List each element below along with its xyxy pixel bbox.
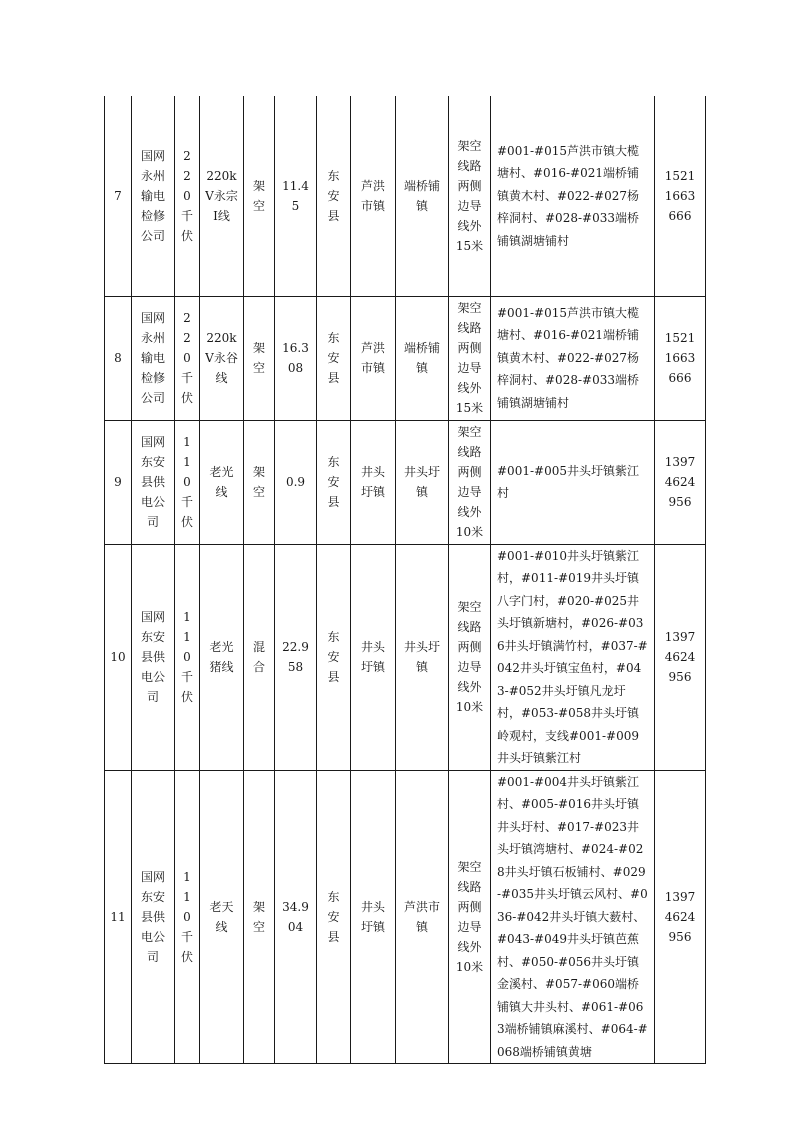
line-length-cell: 22.958 <box>275 544 317 770</box>
table-row <box>105 296 706 420</box>
end-town-cell: 端桥铺镇 <box>396 96 449 296</box>
line-length-cell: 34.904 <box>275 770 317 1064</box>
table-row <box>105 420 706 544</box>
voltage-cell: 220千伏 <box>175 96 200 296</box>
line-name-cell: 老光猪线 <box>200 544 244 770</box>
tower-area-cell: #001-#015芦洪市镇大榄塘村、#016-#021端桥铺镇黄木村、#022-#027杨梓洞村、#028-#033端桥铺镇湖塘铺村 <box>491 96 655 296</box>
row-number: 7 <box>105 96 132 296</box>
tower-area-cell: #001-#005井头圩镇紫江村 <box>491 420 655 544</box>
phone-cell: 13974624956 <box>655 420 706 544</box>
protection-zone-cell: 架空线路两侧边导线外15米 <box>449 96 491 296</box>
row-number: 8 <box>105 296 132 420</box>
line-type-cell: 架空 <box>244 420 275 544</box>
start-town-cell: 井头圩镇 <box>351 544 396 770</box>
line-type-cell: 架空 <box>244 96 275 296</box>
row-number: 11 <box>105 770 132 1064</box>
end-town-cell: 井头圩镇 <box>396 420 449 544</box>
protection-zone-cell: 架空线路两侧边导线外15米 <box>449 296 491 420</box>
start-town-cell: 井头圩镇 <box>351 420 396 544</box>
line-name-cell: 老天线 <box>200 770 244 1064</box>
company-cell: 国网永州输电检修公司 <box>132 96 175 296</box>
end-town-cell: 端桥铺镇 <box>396 296 449 420</box>
line-length-cell: 0.9 <box>275 420 317 544</box>
table-row <box>105 544 706 770</box>
company-cell: 国网永州输电检修公司 <box>132 296 175 420</box>
company-cell: 国网东安县供电公司 <box>132 770 175 1064</box>
county-cell: 东安县 <box>317 770 351 1064</box>
phone-cell: 15211663666 <box>655 296 706 420</box>
county-cell: 东安县 <box>317 420 351 544</box>
row-number: 9 <box>105 420 132 544</box>
line-type-cell: 架空 <box>244 296 275 420</box>
start-town-cell: 芦洪市镇 <box>351 296 396 420</box>
voltage-cell: 110千伏 <box>175 420 200 544</box>
line-type-cell: 架空 <box>244 770 275 1064</box>
phone-cell: 15211663666 <box>655 96 706 296</box>
line-name-cell: 220kV永宗Ⅰ线 <box>200 96 244 296</box>
county-cell: 东安县 <box>317 296 351 420</box>
table-row <box>105 770 706 1064</box>
phone-cell: 13974624956 <box>655 544 706 770</box>
line-name-cell: 老光线 <box>200 420 244 544</box>
protection-zone-cell: 架空线路两侧边导线外10米 <box>449 544 491 770</box>
protection-zone-cell: 架空线路两侧边导线外10米 <box>449 420 491 544</box>
row-number: 10 <box>105 544 132 770</box>
end-town-cell: 井头圩镇 <box>396 544 449 770</box>
phone-cell: 13974624956 <box>655 770 706 1064</box>
line-name-cell: 220kV永谷线 <box>200 296 244 420</box>
voltage-cell: 110千伏 <box>175 544 200 770</box>
line-protection-table <box>104 96 706 1064</box>
line-length-cell: 11.45 <box>275 96 317 296</box>
start-town-cell: 井头圩镇 <box>351 770 396 1064</box>
company-cell: 国网东安县供电公司 <box>132 420 175 544</box>
line-type-cell: 混合 <box>244 544 275 770</box>
company-cell: 国网东安县供电公司 <box>132 544 175 770</box>
line-length-cell: 16.308 <box>275 296 317 420</box>
end-town-cell: 芦洪市镇 <box>396 770 449 1064</box>
start-town-cell: 芦洪市镇 <box>351 96 396 296</box>
tower-area-cell: #001-#004井头圩镇紫江村、#005-#016井头圩镇井头圩村、#017-#023井头圩镇湾塘村、#024-#028井头圩镇石板铺村、#029-#035井头圩镇云风村、#036-#042井头圩镇大薮村、#043-#049井头圩镇芭蕉村、#050-#056井头圩镇金溪村、#057-#060端桥铺镇大井头村、#061-#063端桥铺镇麻溪村、#064-#068端桥铺镇黄塘 <box>491 770 655 1064</box>
table-row <box>105 96 706 296</box>
protection-zone-cell: 架空线路两侧边导线外10米 <box>449 770 491 1064</box>
voltage-cell: 220千伏 <box>175 296 200 420</box>
tower-area-cell: #001-#015芦洪市镇大榄塘村、#016-#021端桥铺镇黄木村、#022-#027杨梓洞村、#028-#033端桥铺镇湖塘铺村 <box>491 296 655 420</box>
voltage-cell: 110千伏 <box>175 770 200 1064</box>
county-cell: 东安县 <box>317 544 351 770</box>
tower-area-cell: #001-#010井头圩镇紫江村，#011-#019井头圩镇八字门村，#020-#025井头圩镇新塘村，#026-#036井头圩镇满竹村，#037-#042井头圩镇宝鱼村，#043-#052井头圩镇凡龙圩村，#053-#058井头圩镇岭观村，支线#001-#009井头圩镇紫江村 <box>491 544 655 770</box>
county-cell: 东安县 <box>317 96 351 296</box>
